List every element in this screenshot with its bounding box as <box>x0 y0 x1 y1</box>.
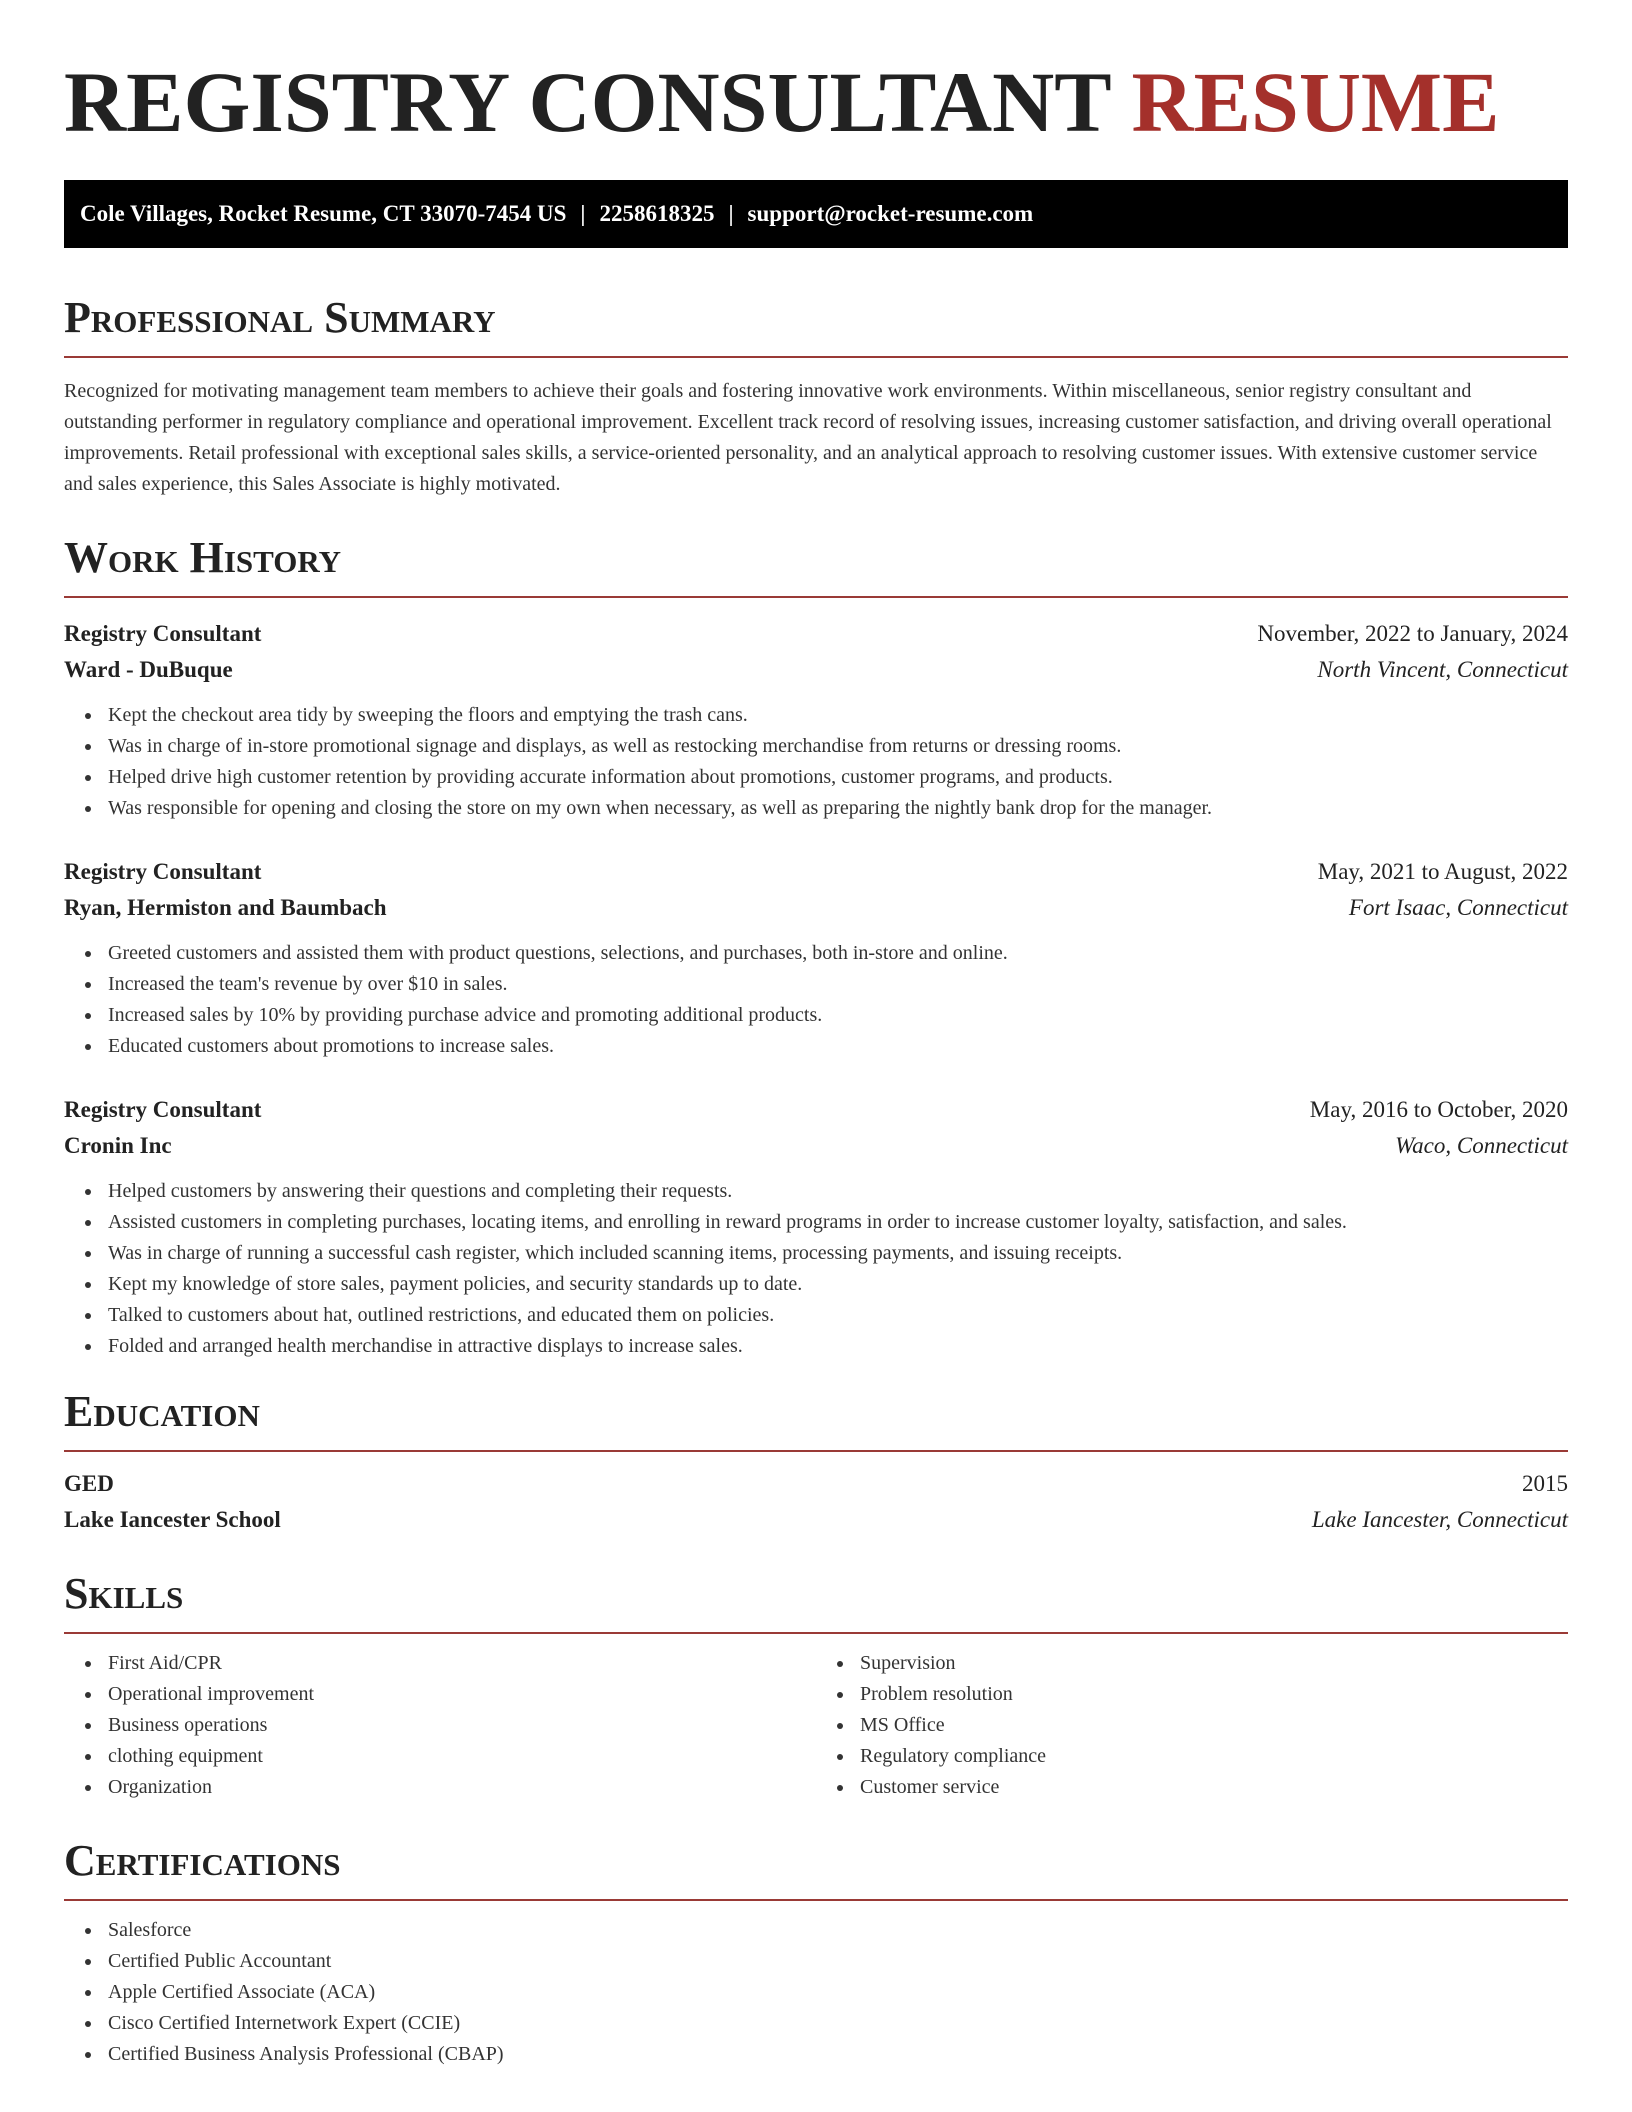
job-entry <box>64 1092 1568 1362</box>
job-bullet: Helped customers by answering their questions and completing their requests. <box>108 1176 1568 1207</box>
job-header-row <box>64 1092 1568 1128</box>
work-history-heading: Work History <box>64 530 1568 598</box>
job-title: Registry Consultant <box>64 621 262 646</box>
job-bullet: Increased the team's revenue by over $10 in sales. <box>108 969 1568 1000</box>
skill-item: Business operations <box>108 1710 816 1741</box>
job-entry <box>64 616 1568 824</box>
work-history-section <box>64 530 1568 1362</box>
job-company-row <box>64 1128 1568 1164</box>
job-header-row <box>64 854 1568 890</box>
skill-item: Organization <box>108 1772 816 1803</box>
job-dates: November, 2022 to January, 2024 <box>1257 621 1568 646</box>
education-degree-row <box>64 1466 1568 1502</box>
skill-item: clothing equipment <box>108 1741 816 1772</box>
skill-item: Problem resolution <box>860 1679 1568 1710</box>
job-dates: May, 2021 to August, 2022 <box>1317 859 1568 884</box>
skills-heading: Skills <box>64 1566 1568 1634</box>
job-bullet: Increased sales by 10% by providing purchase advice and promoting additional products. <box>108 1000 1568 1031</box>
education-heading: Education <box>64 1384 1568 1452</box>
job-bullet: Greeted customers and assisted them with product questions, selections, and purchases, both in-store and online. <box>108 938 1568 969</box>
skills-grid <box>64 1648 1568 1803</box>
skills-column-right <box>816 1648 1568 1803</box>
contact-separator: | <box>580 201 586 226</box>
summary-text: Recognized for motivating management team members to achieve their goals and fostering innovative work environments. Within miscellaneous, senior registry consultant and outstanding performer in regulatory compliance and operational improvement. Excellent track record of resolving issues, increasing customer satisfaction, and driving overall operational improvements. Retail professional with exceptional sales skills, a service-oriented personality, and an analytical approach to resolving customer issues. With extensive customer service and sales experience, this Sales Associate is highly motivated. <box>64 380 1552 495</box>
education-section <box>64 1384 1568 1538</box>
job-title: Registry Consultant <box>64 1097 262 1122</box>
education-location: Lake Iancester, Connecticut <box>1311 1507 1568 1532</box>
certification-item: Certified Public Accountant <box>108 1946 1568 1977</box>
certification-item: Apple Certified Associate (ACA) <box>108 1977 1568 2008</box>
certifications-section <box>64 1833 1568 2070</box>
job-header-row <box>64 616 1568 652</box>
title-accent: RESUME <box>1131 54 1500 150</box>
skills-column-left <box>64 1648 816 1803</box>
contact-phone: 2258618325 <box>599 201 715 226</box>
job-bullet: Educated customers about promotions to increase sales. <box>108 1031 1568 1062</box>
job-entry <box>64 854 1568 1062</box>
education-school-row <box>64 1502 1568 1538</box>
job-bullet: Was in charge of in-store promotional signage and displays, as well as restocking merchandise from returns or dressing rooms. <box>108 731 1568 762</box>
job-title: Registry Consultant <box>64 859 262 884</box>
job-company: Ward - DuBuque <box>64 657 233 682</box>
skills-section <box>64 1566 1568 1803</box>
job-bullet: Assisted customers in completing purchases, locating items, and enrolling in reward programs in order to increase customer loyalty, satisfaction, and sales. <box>108 1207 1568 1238</box>
summary-section <box>64 290 1568 500</box>
education-year: 2015 <box>1522 1471 1568 1496</box>
job-bullets <box>64 700 1568 824</box>
title-main: REGISTRY CONSULTANT <box>64 54 1111 150</box>
skill-item: Operational improvement <box>108 1679 816 1710</box>
job-location: North Vincent, Connecticut <box>1317 657 1568 682</box>
job-bullet: Helped drive high customer retention by providing accurate information about promotions, customer programs, and products. <box>108 762 1568 793</box>
skill-item: MS Office <box>860 1710 1568 1741</box>
job-bullet: Kept my knowledge of store sales, payment policies, and security standards up to date. <box>108 1269 1568 1300</box>
job-bullet: Was in charge of running a successful cash register, which included scanning items, processing payments, and issuing receipts. <box>108 1238 1568 1269</box>
education-degree: GED <box>64 1471 114 1496</box>
resume-title <box>64 52 1568 152</box>
certifications-heading: Certifications <box>64 1833 1568 1901</box>
job-company: Cronin Inc <box>64 1133 172 1158</box>
summary-heading: Professional Summary <box>64 290 1568 358</box>
job-company-row <box>64 652 1568 688</box>
job-bullets <box>64 938 1568 1062</box>
job-location: Waco, Connecticut <box>1395 1133 1568 1158</box>
certification-item: Certified Business Analysis Professional (CBAP) <box>108 2039 1568 2070</box>
job-company: Ryan, Hermiston and Baumbach <box>64 895 387 920</box>
contact-bar <box>64 180 1568 248</box>
certification-item: Salesforce <box>108 1915 1568 1946</box>
certifications-list <box>64 1915 1568 2070</box>
job-bullet: Kept the checkout area tidy by sweeping the floors and emptying the trash cans. <box>108 700 1568 731</box>
skill-item: Customer service <box>860 1772 1568 1803</box>
skill-item: Supervision <box>860 1648 1568 1679</box>
skill-item: First Aid/CPR <box>108 1648 816 1679</box>
contact-email: support@rocket-resume.com <box>747 201 1034 226</box>
contact-separator: | <box>728 201 734 226</box>
job-location: Fort Isaac, Connecticut <box>1348 895 1568 920</box>
job-company-row <box>64 890 1568 926</box>
skill-item: Regulatory compliance <box>860 1741 1568 1772</box>
education-entry <box>64 1466 1568 1538</box>
job-bullet: Talked to customers about hat, outlined restrictions, and educated them on policies. <box>108 1300 1568 1331</box>
certification-item: Cisco Certified Internetwork Expert (CCIE) <box>108 2008 1568 2039</box>
contact-address: Cole Villages, Rocket Resume, CT 33070-7454 US <box>80 201 567 226</box>
job-bullet: Was responsible for opening and closing the store on my own when necessary, as well as preparing the nightly bank drop for the manager. <box>108 793 1568 824</box>
job-bullet: Folded and arranged health merchandise in attractive displays to increase sales. <box>108 1331 1568 1362</box>
job-dates: May, 2016 to October, 2020 <box>1309 1097 1568 1122</box>
job-bullets <box>64 1176 1568 1362</box>
education-school: Lake Iancester School <box>64 1507 281 1532</box>
